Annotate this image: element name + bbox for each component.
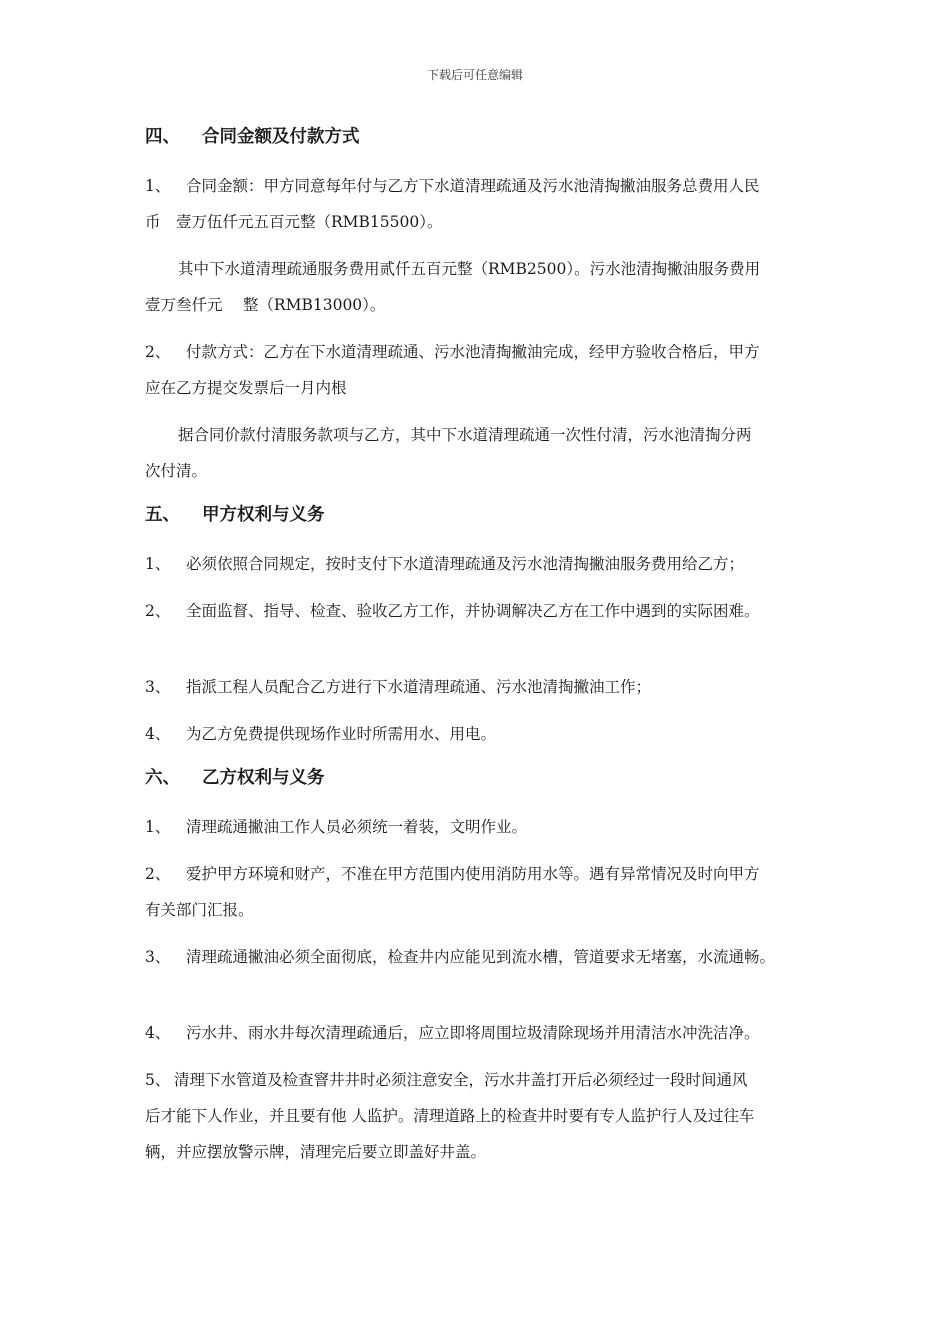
section-title: 甲方权利与义务 bbox=[202, 505, 325, 525]
clause bbox=[145, 1062, 825, 1170]
clause-text-continued: 币 壹万伍仟元五百元整（RMB15500）。 bbox=[145, 213, 443, 231]
clause-text: 为乙方免费提供现场作业时所需用水、用电。 bbox=[186, 725, 497, 743]
clause-text: 付款方式：乙方在下水道清理疏通、污水池清掏撇油完成，经甲方验收合格后，甲方 bbox=[186, 343, 760, 361]
clause bbox=[145, 809, 825, 845]
clause-number: 1、 bbox=[145, 818, 171, 836]
paragraph bbox=[145, 251, 825, 323]
section-title: 乙方权利与义务 bbox=[202, 768, 325, 788]
clause-text-continued: 后才能下人作业，并且要有他 人监护。清理道路上的检查井时要有专人监护行人及过往车 bbox=[145, 1107, 755, 1125]
clause-number: 5、 bbox=[145, 1071, 171, 1089]
clause-number: 4、 bbox=[145, 725, 171, 743]
clause bbox=[145, 939, 825, 975]
clause-text: 必须依照合同规定，按时支付下水道清理疏通及污水池清掏撇油服务费用给乙方； bbox=[186, 555, 745, 573]
clause-number: 2、 bbox=[145, 602, 171, 620]
clause-number: 3、 bbox=[145, 948, 171, 966]
paragraph-text: 据合同价款付清服务款项与乙方，其中下水道清理疏通一次性付清，污水池清掏分两 bbox=[178, 426, 752, 444]
paragraph bbox=[145, 417, 825, 489]
section-title: 合同金额及付款方式 bbox=[202, 127, 360, 147]
clause-text-continued: 有关部门汇报。 bbox=[145, 901, 254, 919]
clause bbox=[145, 546, 825, 582]
clause-number: 1、 bbox=[145, 555, 171, 573]
section-number: 四、 bbox=[145, 127, 180, 147]
section-heading bbox=[145, 763, 825, 793]
page-header: 下载后可任意编辑 bbox=[426, 68, 523, 82]
section-heading bbox=[145, 500, 825, 530]
clause-text: 污水井、雨水井每次清理疏通后，应立即将周围垃圾清除现场并用清洁水冲洗洁净。 bbox=[186, 1024, 760, 1042]
section-heading bbox=[145, 122, 825, 152]
clause-text: 指派工程人员配合乙方进行下水道清理疏通、污水池清掏撇油工作； bbox=[186, 678, 652, 696]
clause-number: 2、 bbox=[145, 343, 171, 361]
clause-number: 2、 bbox=[145, 865, 171, 883]
clause bbox=[145, 168, 825, 240]
clause-text-continued: 辆，并应摆放警示牌，清理完后要立即盖好井盖。 bbox=[145, 1143, 487, 1161]
paragraph-text: 其中下水道清理疏通服务费用贰仟五百元整（RMB2500）。污水池清掏撇油服务费用 bbox=[178, 260, 761, 278]
clause-text: 合同金额：甲方同意每年付与乙方下水道清理疏通及污水池清掏撇油服务总费用人民 bbox=[186, 177, 760, 195]
paragraph-text-continued: 壹万叁仟元 整（RMB13000）。 bbox=[145, 296, 386, 314]
clause bbox=[145, 593, 825, 629]
clause-text-continued: 应在乙方提交发票后一月内根 bbox=[145, 379, 347, 397]
section-number: 六、 bbox=[145, 768, 180, 788]
clause bbox=[145, 334, 825, 406]
clause bbox=[145, 1015, 825, 1051]
clause bbox=[145, 856, 825, 928]
paragraph-text-continued: 次付清。 bbox=[145, 462, 208, 480]
document-body bbox=[145, 122, 825, 1181]
clause-number: 1、 bbox=[145, 177, 171, 195]
clause-text: 清理下水管道及检查窨井井时必须注意安全，污水井盖打开后必须经过一段时间通风 bbox=[174, 1071, 748, 1089]
section-number: 五、 bbox=[145, 505, 180, 525]
clause-number: 4、 bbox=[145, 1024, 171, 1042]
clause-text: 爱护甲方环境和财产，不准在甲方范围内使用消防用水等。遇有异常情况及时向甲方 bbox=[186, 865, 760, 883]
clause bbox=[145, 669, 825, 705]
clause bbox=[145, 716, 825, 752]
clause-text: 全面监督、指导、检查、验收乙方工作，并协调解决乙方在工作中遇到的实际困难。 bbox=[186, 602, 760, 620]
clause-text: 清理疏通撇油工作人员必须统一着装，文明作业。 bbox=[186, 818, 528, 836]
clause-text: 清理疏通撇油必须全面彻底，检查井内应能见到流水槽，管道要求无堵塞，水流通畅。 bbox=[186, 948, 776, 966]
clause-number: 3、 bbox=[145, 678, 171, 696]
